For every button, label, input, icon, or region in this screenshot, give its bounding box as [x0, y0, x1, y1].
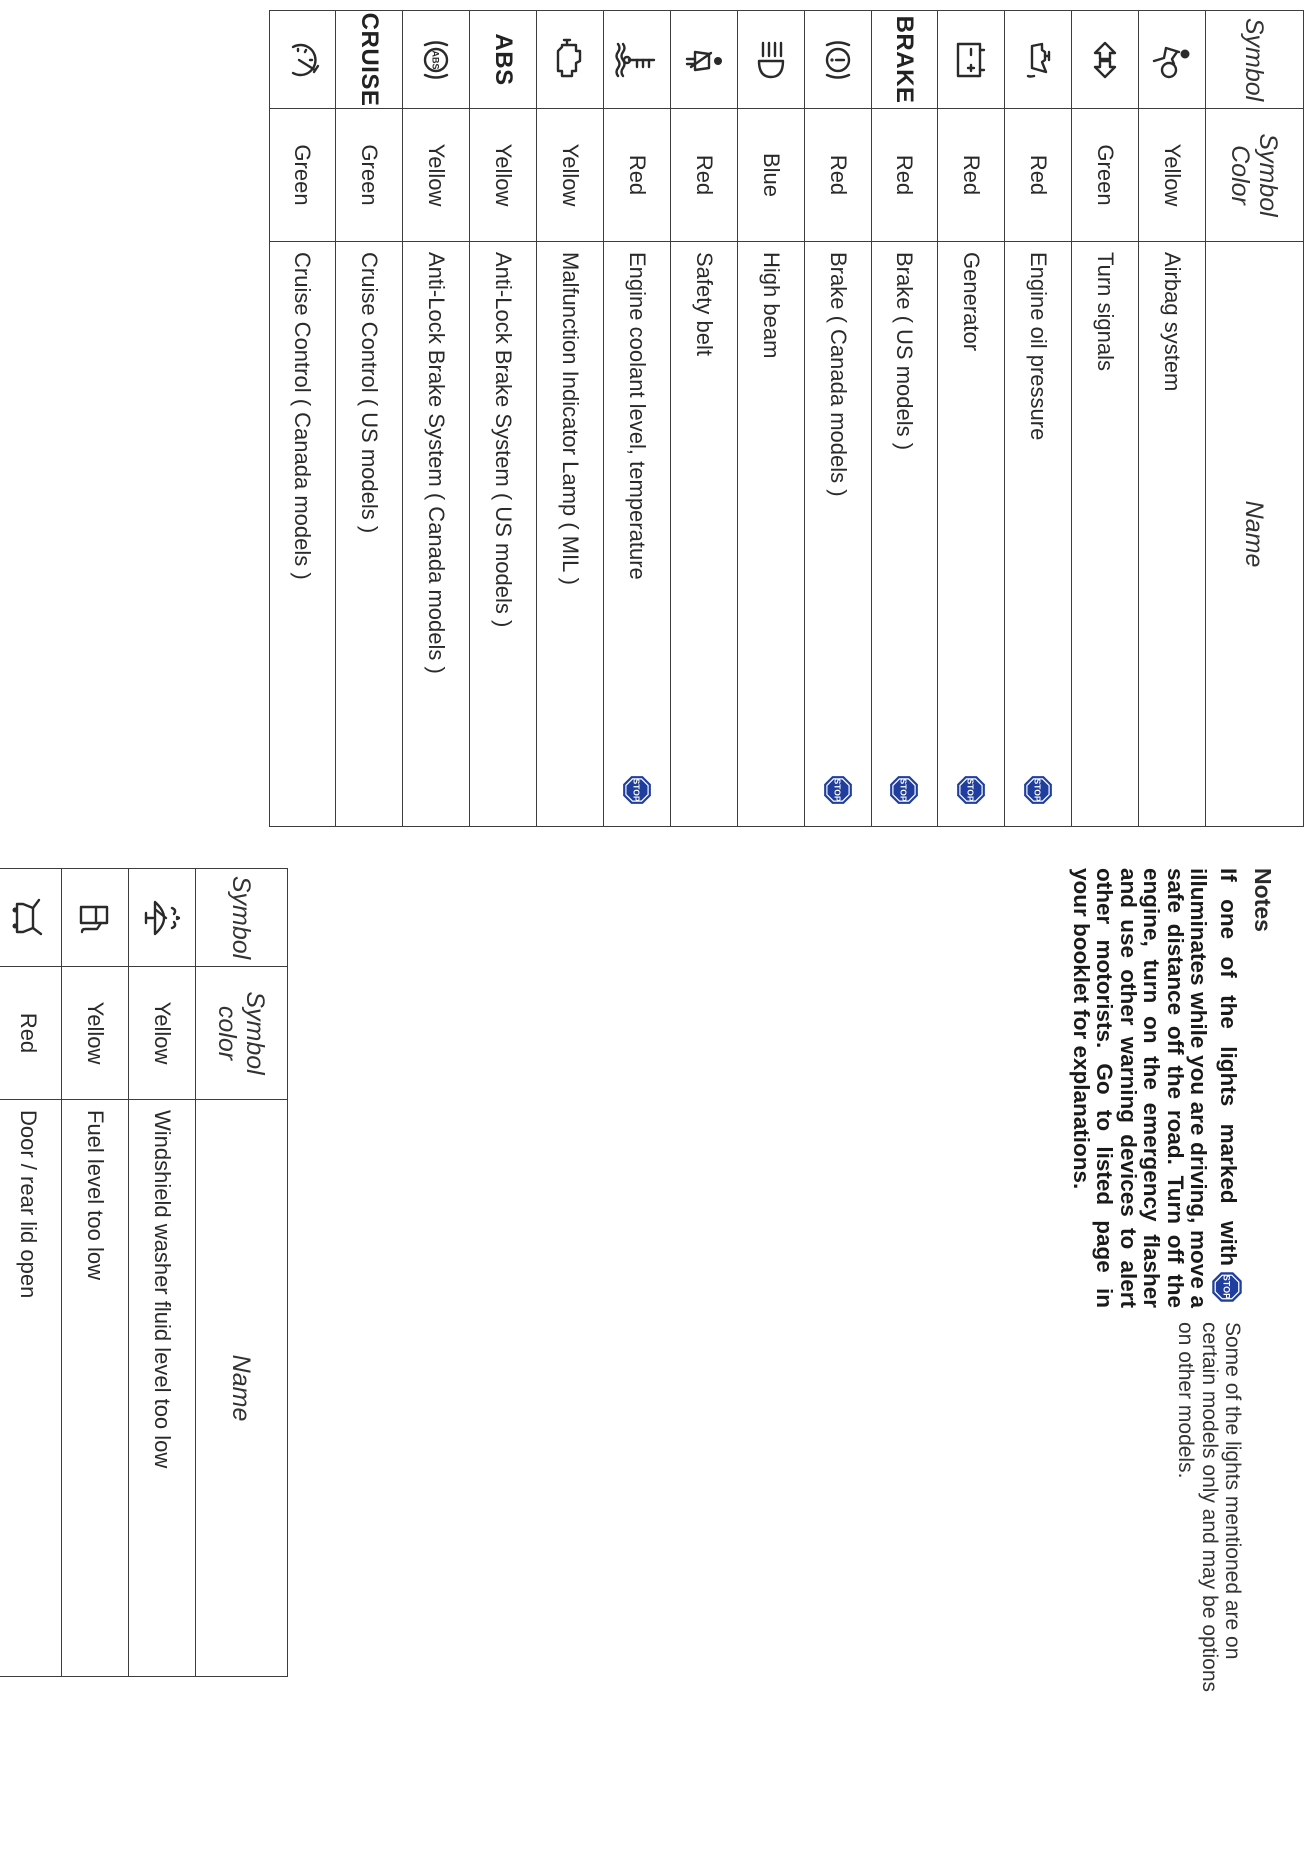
table-row — [938, 11, 1005, 827]
warning-light-name: Engine oil pressure — [1026, 252, 1052, 441]
stop-icon — [889, 774, 921, 806]
header-symbol: Symbol — [1206, 11, 1304, 109]
header-symbol: Symbol — [196, 869, 288, 967]
name-cell — [470, 242, 537, 827]
symbol-cell — [1005, 11, 1072, 109]
stop-icon — [621, 774, 653, 806]
warning-light-name: High beam — [758, 252, 784, 359]
warning-light-name: Windshield washer fluid level too low — [149, 1110, 175, 1469]
warning-light-name: Malfunction Indicator Lamp ( MIL ) — [558, 252, 584, 585]
name-cell — [871, 242, 938, 827]
symbol-cell — [670, 11, 737, 109]
warning-light-name: Cruise Control ( US models ) — [357, 252, 383, 534]
warning-light-name: Turn signals — [1093, 252, 1119, 372]
stop-label: STOP — [1032, 778, 1043, 802]
header-name: Name — [1206, 242, 1304, 827]
warning-light-name: Anti-Lock Brake System ( Canada models ) — [424, 252, 450, 674]
warning-lights-table-left — [269, 10, 1304, 827]
symbol-cell — [603, 11, 670, 109]
symbol-color-cell: Yellow — [470, 109, 537, 242]
symbol-cell — [403, 11, 470, 109]
name-cell — [804, 242, 871, 827]
warning-light-name: Cruise Control ( Canada models ) — [290, 252, 316, 580]
table-row — [470, 11, 537, 827]
washer-fluid-icon — [141, 896, 183, 940]
symbol-color-cell: Yellow — [1139, 109, 1206, 242]
symbol-color-cell: Yellow — [537, 109, 604, 242]
header-symbol-color: Symbol color — [196, 967, 288, 1100]
symbol-color-cell: Red — [0, 967, 61, 1100]
table-row — [871, 11, 938, 827]
stop-icon — [1022, 774, 1054, 806]
table-header-row — [196, 869, 288, 1677]
symbol-color-cell: Yellow — [128, 967, 195, 1100]
table-row — [128, 869, 195, 1677]
symbol-text: BRAKE — [891, 15, 919, 104]
name-cell — [670, 242, 737, 827]
table-row — [737, 11, 804, 827]
name-cell — [269, 242, 336, 827]
name-cell — [1072, 242, 1139, 827]
table-row — [1139, 11, 1206, 827]
notes-options-text: Some of the lights mentioned are on certain models only and may be options on other models. — [1174, 1322, 1244, 1693]
symbol-cell — [938, 11, 1005, 109]
table-header-row — [1206, 11, 1304, 827]
symbol-cell — [1072, 11, 1139, 109]
name-cell — [603, 242, 670, 827]
brake-circle-icon — [818, 37, 858, 83]
symbol-cell — [1139, 11, 1206, 109]
seatbelt-icon — [683, 39, 725, 81]
stop-icon — [1210, 1270, 1244, 1304]
name-cell — [1139, 242, 1206, 827]
stop-label: STOP — [1221, 1274, 1232, 1300]
symbol-cell — [269, 11, 336, 109]
engine-icon — [550, 37, 590, 83]
table-row — [670, 11, 737, 827]
name-cell — [128, 1100, 195, 1677]
warning-light-name: Airbag system — [1160, 252, 1186, 392]
symbol-cell — [0, 869, 61, 967]
header-name: Name — [196, 1100, 288, 1677]
high-beam-icon — [751, 39, 791, 81]
table-row — [537, 11, 604, 827]
warning-light-name: Door / rear lid open — [15, 1110, 41, 1299]
abs-icon-label: ABS — [430, 49, 441, 70]
warning-light-name: Anti-Lock Brake System ( US models ) — [491, 252, 517, 628]
warning-light-name: Safety belt — [691, 252, 717, 356]
name-cell — [403, 242, 470, 827]
turn-signals-icon — [1085, 40, 1125, 80]
stop-label: STOP — [832, 778, 843, 802]
symbol-color-cell: Red — [938, 109, 1005, 242]
notes-warning-text: If one of the lights marked with STOP illuminates while you are driving, move a safe distance off the road. Turn off the engine, turn on the emergency flasher and use other warning devices to alert other motorists. Go to listed page in your booklet for explanations. — [1070, 868, 1244, 1308]
table-row — [336, 11, 403, 827]
warning-light-name: Brake ( US models ) — [892, 252, 918, 451]
symbol-color-cell: Green — [336, 109, 403, 242]
coolant-icon — [615, 39, 659, 81]
symbol-color-cell: Blue — [737, 109, 804, 242]
battery-icon — [951, 39, 991, 81]
name-cell — [1005, 242, 1072, 827]
table-row — [1072, 11, 1139, 827]
name-cell — [537, 242, 604, 827]
symbol-cell — [128, 869, 195, 967]
symbol-color-cell: Red — [603, 109, 670, 242]
symbol-cell — [61, 869, 128, 967]
warning-light-name: Fuel level too low — [82, 1110, 108, 1280]
name-cell — [737, 242, 804, 827]
symbol-color-cell: Red — [670, 109, 737, 242]
notes-heading: Notes — [1250, 868, 1276, 932]
symbol-color-cell: Green — [1072, 109, 1139, 242]
warning-light-name: Brake ( Canada models ) — [825, 252, 851, 497]
airbag-icon — [1150, 38, 1194, 82]
abs-circle-icon — [416, 37, 456, 83]
table-row — [0, 869, 61, 1677]
symbol-cell — [737, 11, 804, 109]
door-open-icon — [7, 896, 49, 940]
table-row — [603, 11, 670, 827]
symbol-color-cell: Yellow — [61, 967, 128, 1100]
name-cell — [61, 1100, 128, 1677]
symbol-cell — [804, 11, 871, 109]
symbol-text: ABS — [490, 33, 518, 86]
warning-light-name: Engine coolant level, temperature — [624, 252, 650, 580]
symbol-color-cell: Red — [1005, 109, 1072, 242]
name-cell — [938, 242, 1005, 827]
table-row — [61, 869, 128, 1677]
table-row — [269, 11, 336, 827]
stop-icon — [955, 774, 987, 806]
warning-lights-table-right — [0, 868, 288, 1677]
oil-can-icon — [1018, 38, 1058, 82]
stop-label: STOP — [899, 778, 909, 802]
symbol-cell — [537, 11, 604, 109]
symbol-color-cell: Green — [269, 109, 336, 242]
fuel-pump-icon — [75, 898, 115, 938]
symbol-cell — [871, 11, 938, 109]
stop-label: STOP — [965, 778, 976, 802]
name-cell — [0, 1100, 61, 1677]
header-symbol-color: Symbol Color — [1206, 109, 1304, 242]
symbol-color-cell: Red — [804, 109, 871, 242]
symbol-color-cell: Red — [871, 109, 938, 242]
stop-icon — [822, 774, 854, 806]
symbol-color-cell: Yellow — [403, 109, 470, 242]
table-row — [403, 11, 470, 827]
warning-light-name: Generator — [959, 252, 985, 352]
table-row — [1005, 11, 1072, 827]
symbol-text: CRUISE — [356, 12, 384, 107]
symbol-cell — [470, 11, 537, 109]
stop-label: STOP — [631, 778, 642, 802]
symbol-cell — [336, 11, 403, 109]
table-row — [804, 11, 871, 827]
name-cell — [336, 242, 403, 827]
speedometer-icon — [281, 39, 323, 81]
